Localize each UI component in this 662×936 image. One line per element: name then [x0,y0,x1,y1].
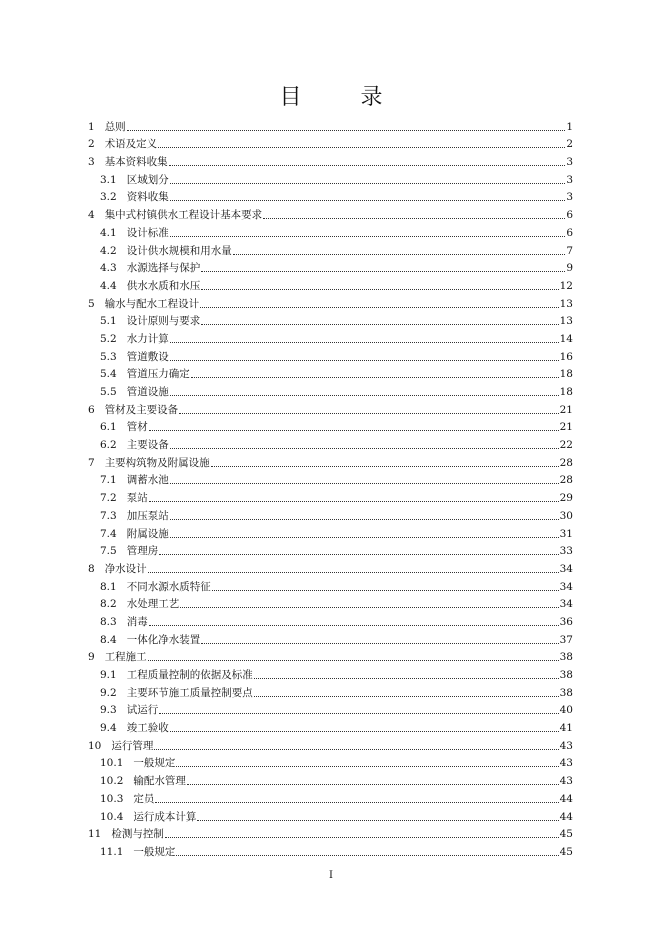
toc-entry-title: 区域划分 [126,173,169,186]
toc-entry-page: 28 [559,474,573,487]
toc-entry[interactable] [88,806,573,824]
toc-dot-leader [176,766,558,767]
toc-dot-leader [211,466,559,467]
toc-entry-title: 工程质量控制的依据及标准 [126,669,253,681]
toc-entry[interactable] [88,629,573,647]
toc-dot-leader [170,360,559,361]
toc-entry-page: 45 [559,828,573,841]
toc-entry-page: 28 [559,456,573,469]
toc-entry-page: 16 [559,350,573,363]
toc-dot-leader [201,271,565,272]
toc-entry-page: 34 [559,580,573,593]
toc-entry-number: 4.4 [100,279,117,292]
toc-entry[interactable] [88,824,573,842]
toc-entry-number: 10.2 [100,775,124,788]
toc-dot-leader [170,200,566,201]
toc-entry-title: 基本资料收集 [104,156,168,169]
toc-entry-page: 14 [559,332,573,345]
toc-entry-title: 加压泵站 [126,509,169,522]
toc-entry[interactable] [88,116,573,134]
toc-entry-title: 资料收集 [126,191,169,204]
toc-dot-leader [170,731,559,732]
toc-entry[interactable] [88,700,573,718]
toc-dot-leader [170,537,559,538]
toc-dot-leader [212,590,559,591]
toc-entry[interactable] [88,470,573,488]
toc-entry-number: 2 [88,138,95,151]
toc-dot-leader [148,572,559,573]
toc-entry-page: 36 [559,615,573,628]
toc-entry-title: 管理房 [126,545,159,558]
toc-entry[interactable] [88,275,573,293]
toc-entry[interactable] [88,841,573,859]
toc-entry-page: 6 [566,226,573,239]
toc-entry[interactable] [88,328,573,346]
toc-entry[interactable] [88,346,573,364]
toc-entry-title: 运行管理 [111,739,154,752]
page-number: I [329,870,333,881]
toc-entry-number: 7.1 [100,474,117,487]
toc-entry-title: 水处理工艺 [126,598,180,611]
toc-dot-leader [159,554,558,555]
toc-entry-page: 44 [559,810,573,823]
toc-entry[interactable] [88,682,573,700]
toc-entry-title: 附属设施 [126,527,169,540]
toc-entry-number: 10.4 [100,810,124,823]
toc-entry-title: 试运行 [126,704,159,717]
toc-entry-page: 21 [559,403,573,416]
toc-dot-leader [179,413,558,414]
toc-dot-leader [170,448,559,449]
toc-entry[interactable] [88,558,573,576]
toc-entry-title: 运行成本计算 [133,810,197,823]
toc-entry-title: 设计供水规模和用水量 [126,244,232,257]
toc-dot-leader [254,696,559,697]
toc-dot-leader [158,147,565,148]
toc-dot-leader [170,236,566,237]
toc-entry-title: 水力计算 [126,332,169,345]
toc-entry-title: 主要设备 [126,439,169,452]
toc-dot-leader [254,678,559,679]
page-title: 目 录 [279,85,409,110]
toc-entry-page: 45 [559,845,573,858]
toc-entry-page: 3 [566,173,573,186]
toc-dot-leader [201,324,558,325]
toc-entry[interactable] [88,399,573,417]
toc-entry-number: 8 [88,562,95,575]
toc-entry-number: 6.1 [100,421,117,434]
toc-entry-number: 10.3 [100,792,124,805]
toc-entry-page: 13 [559,297,573,310]
toc-entry-page: 2 [566,138,573,151]
toc-entry-title: 设计原则与要求 [126,315,201,328]
toc-entry-page: 40 [559,704,573,717]
toc-dot-leader [149,501,559,502]
toc-dot-leader [170,519,559,520]
toc-entry-page: 41 [559,722,573,735]
toc-entry-page: 3 [566,191,573,204]
toc-entry-number: 3.1 [100,173,117,186]
toc-entry[interactable] [88,505,573,523]
toc-entry-title: 水源选择与保护 [126,262,201,275]
toc-entry-title: 管道压力确定 [126,368,190,381]
toc-entry-title: 一般规定 [133,757,176,770]
toc-entry-title: 管道敷设 [126,350,169,363]
toc-entry[interactable] [88,240,573,258]
toc-entry-title: 供水水质和水压 [126,279,201,292]
toc-entry-page: 12 [559,279,573,292]
toc-entry[interactable] [88,417,573,435]
toc-entry-number: 11.1 [100,845,124,858]
toc-entry-number: 5.5 [100,386,117,398]
toc-entry-title: 竣工验收 [126,722,169,735]
toc-dot-leader [155,802,558,803]
toc-entry-page: 38 [559,669,573,681]
toc-entry-page: 18 [559,368,573,381]
toc-entry[interactable] [88,434,573,452]
toc-entry[interactable] [88,364,573,382]
toc-entry-title: 总则 [104,120,126,133]
toc-entry-number: 6 [88,403,95,416]
toc-entry[interactable] [88,487,573,505]
toc-entry-title: 主要构筑物及附属设施 [104,456,210,469]
toc-entry-page: 3 [566,156,573,169]
toc-entry-page: 38 [559,651,573,664]
toc-entry-number: 6.2 [100,439,117,452]
toc-entry[interactable] [88,381,573,399]
toc-entry[interactable] [88,452,573,470]
toc-entry[interactable] [88,204,573,222]
toc-entry-title: 调蓄水池 [126,474,169,487]
toc-dot-leader [180,607,558,608]
toc-dot-leader [197,820,558,821]
toc-entry-page: 18 [559,386,573,398]
toc-dot-leader [200,307,558,308]
toc-entry-page: 30 [559,509,573,522]
toc-entry-page: 9 [566,262,573,275]
toc-entry-title: 消毒 [126,615,148,628]
toc-entry-number: 11 [88,828,102,841]
toc-entry-page: 38 [559,686,573,699]
table-of-contents [88,116,573,859]
toc-entry[interactable] [88,664,573,682]
toc-entry-title: 设计标准 [126,226,169,239]
toc-dot-leader [149,625,559,626]
toc-entry-number: 5.3 [100,350,117,363]
toc-entry-title: 集中式村镇供水工程设计基本要求 [104,209,263,222]
toc-entry-page: 31 [559,527,573,540]
toc-entry-number: 9.4 [100,722,117,735]
toc-entry[interactable] [88,134,573,152]
toc-entry[interactable] [88,151,573,169]
toc-dot-leader [170,483,559,484]
toc-entry-page: 29 [559,492,573,505]
toc-dot-leader [127,130,566,131]
toc-entry[interactable] [88,594,573,612]
toc-entry-number: 4.1 [100,226,117,239]
toc-entry-title: 定员 [133,792,155,805]
toc-entry-title: 泵站 [126,492,148,505]
toc-dot-leader [176,855,558,856]
toc-entry-title: 不同水源水质特征 [126,580,211,593]
toc-entry[interactable] [88,735,573,753]
toc-entry-number: 10 [88,739,102,752]
toc-entry-number: 9.1 [100,669,117,681]
toc-entry-page: 22 [559,439,573,452]
toc-entry-page: 13 [559,315,573,328]
toc-entry-number: 9 [88,651,95,664]
toc-dot-leader [169,165,566,166]
toc-dot-leader [170,342,559,343]
toc-entry-page: 21 [559,421,573,434]
toc-entry-page: 43 [559,739,573,752]
toc-dot-leader [201,289,558,290]
toc-entry-number: 4.3 [100,262,117,275]
toc-entry-number: 5 [88,297,95,310]
toc-entry[interactable] [88,770,573,788]
toc-dot-leader [165,837,559,838]
toc-entry-title: 管道设施 [126,386,169,398]
toc-dot-leader [149,430,559,431]
toc-entry-page: 34 [559,562,573,575]
toc-entry[interactable] [88,222,573,240]
toc-entry[interactable] [88,293,573,311]
toc-entry-page: 1 [566,120,573,133]
toc-entry-title: 检测与控制 [111,828,164,841]
toc-entry[interactable] [88,541,573,559]
toc-entry[interactable] [88,647,573,665]
toc-entry-number: 7.3 [100,509,117,522]
toc-entry[interactable] [88,753,573,771]
toc-entry-number: 3.2 [100,191,117,204]
toc-entry-number: 8.2 [100,598,117,611]
toc-entry[interactable] [88,169,573,187]
toc-dot-leader [201,643,558,644]
toc-entry-number: 9.2 [100,686,117,699]
toc-entry-number: 1 [88,120,95,133]
toc-entry-number: 8.1 [100,580,117,593]
toc-entry-title: 输配水管理 [133,775,186,788]
toc-entry-number: 4 [88,209,95,222]
toc-entry-title: 管材及主要设备 [104,403,179,416]
toc-entry-title: 主要环节施工质量控制要点 [126,686,253,699]
toc-entry-number: 7.2 [100,492,117,505]
toc-entry-title: 术语及定义 [104,138,158,151]
toc-entry-number: 5.2 [100,332,117,345]
toc-entry-page: 44 [559,792,573,805]
toc-entry-number: 7.5 [100,545,117,558]
toc-dot-leader [148,660,559,661]
toc-entry-title: 输水与配水工程设计 [104,297,200,310]
toc-entry[interactable] [88,611,573,629]
toc-entry-page: 43 [559,775,573,788]
toc-entry-number: 5.4 [100,368,117,381]
toc-entry-page: 34 [559,598,573,611]
toc-entry-title: 一般规定 [133,845,176,858]
toc-entry-title: 管材 [126,421,148,434]
toc-dot-leader [187,784,559,785]
toc-dot-leader [170,395,559,396]
toc-entry-number: 7 [88,456,95,469]
toc-dot-leader [233,254,566,255]
toc-dot-leader [263,218,565,219]
toc-entry[interactable] [88,187,573,205]
toc-entry[interactable] [88,788,573,806]
toc-dot-leader [154,749,558,750]
toc-entry-title: 工程施工 [104,651,147,664]
toc-entry-number: 7.4 [100,527,117,540]
toc-entry-number: 10.1 [100,757,124,770]
toc-entry-page: 37 [559,633,573,646]
toc-entry-number: 9.3 [100,704,117,717]
toc-dot-leader [170,183,566,184]
toc-entry-number: 8.3 [100,615,117,628]
toc-entry-page: 43 [559,757,573,770]
toc-entry-page: 33 [559,545,573,558]
toc-dot-leader [159,713,558,714]
toc-entry-number: 5.1 [100,315,117,328]
toc-entry-page: 6 [566,209,573,222]
toc-entry[interactable] [88,311,573,329]
toc-entry-number: 4.2 [100,244,117,257]
toc-entry-number: 3 [88,156,95,169]
toc-entry[interactable] [88,576,573,594]
toc-entry[interactable] [88,258,573,276]
toc-entry[interactable] [88,523,573,541]
toc-dot-leader [191,377,559,378]
toc-entry[interactable] [88,717,573,735]
toc-entry-title: 一体化净水装置 [126,633,201,646]
toc-entry-page: 7 [566,244,573,257]
toc-entry-number: 8.4 [100,633,117,646]
toc-entry-title: 净水设计 [104,562,147,575]
